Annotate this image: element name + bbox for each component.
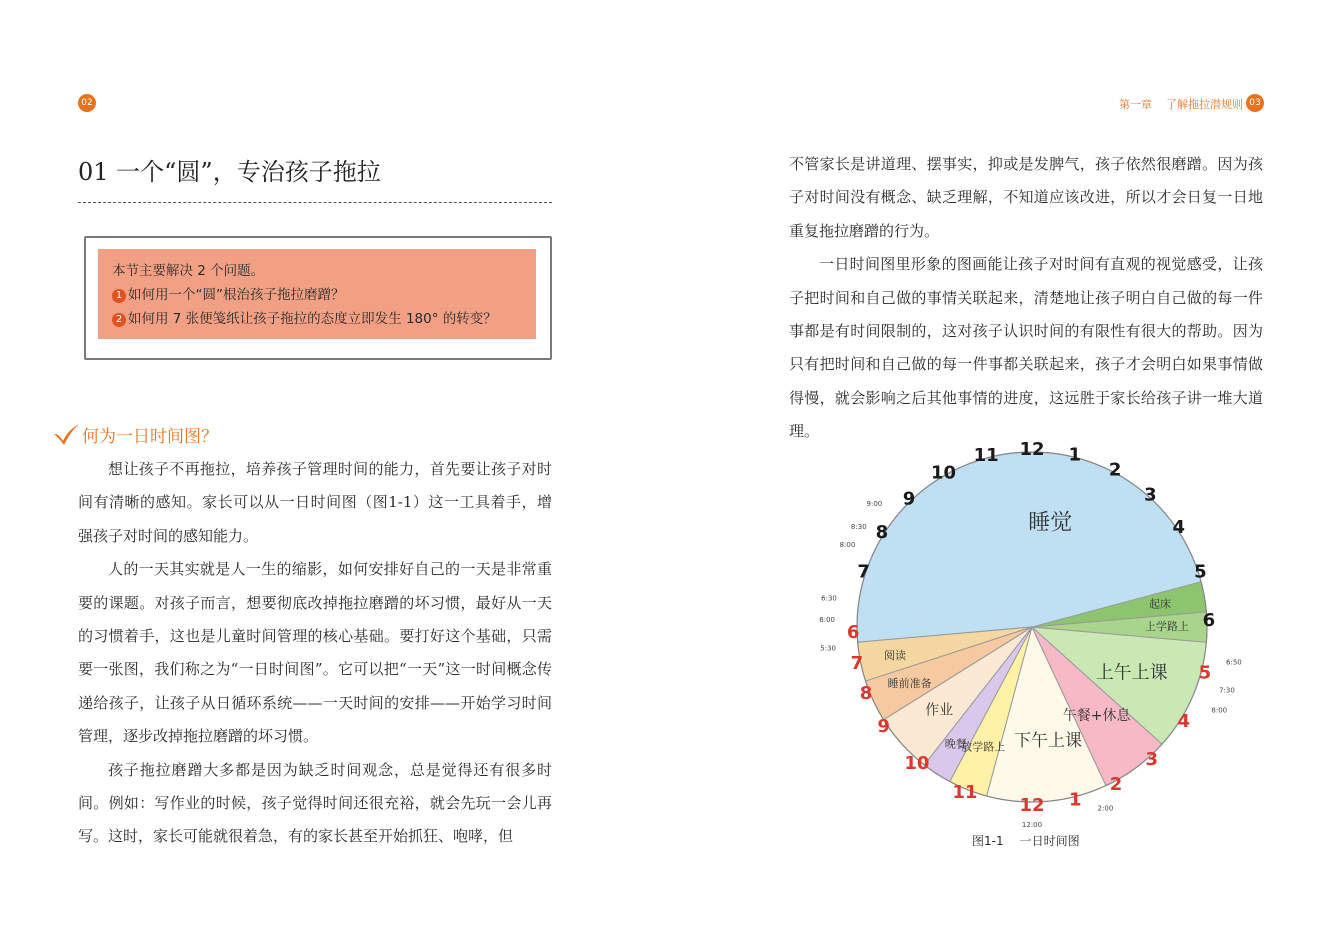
hour-number-day: 11	[952, 781, 978, 803]
activity-label: 起床	[1149, 597, 1172, 611]
right-body-text	[789, 148, 1263, 449]
hour-number-night: 7	[857, 561, 870, 583]
figure-caption	[972, 832, 1080, 849]
left-body-text	[78, 453, 552, 854]
small-time-label: 6:30	[821, 594, 837, 603]
hour-number-night: 3	[1144, 484, 1157, 506]
summary-item-text: 如何用一个“圆”根治孩子拖拉磨蹭？	[128, 287, 345, 303]
figure-number: 图1-1	[972, 834, 1004, 848]
figure-caption-text: 一日时间图	[1019, 834, 1080, 848]
small-time-label: 2:00	[1097, 804, 1114, 813]
activity-label: 睡前准备	[887, 677, 932, 691]
chapter-label: 第一章	[1119, 98, 1152, 111]
activity-label: 上午上课	[1095, 662, 1168, 684]
activity-label: 阅读	[884, 649, 907, 663]
small-time-label: 6:50	[1226, 658, 1242, 667]
small-time-label: 8:30	[850, 523, 867, 531]
hour-number-day: 4	[1177, 710, 1191, 732]
hour-number-day: 5	[1198, 662, 1212, 684]
small-time-label: 5:30	[820, 644, 836, 653]
activity-label: 晚餐	[944, 737, 967, 751]
hour-number-night: 5	[1194, 561, 1207, 583]
activity-label: 作业	[925, 702, 954, 719]
paragraph: 一日时间图里形象的图画能让孩子对时间有直观的视觉感受，让孩子把时间和自己做的事情关联起来，清楚地让孩子明白自己做的每一件事都是有时间限制的，这对孩子认识时间的有限性有很大的帮助。因为只有把时间和自己做的每一件事都关联起来，孩子才会明白如果事情做得慢，就会影响之后其他事情的进度，这远胜于家长给孩子讲一堆大道理。	[789, 255, 1263, 441]
hour-number-night: 4	[1172, 517, 1186, 539]
activity-label: 下午上课	[1014, 730, 1083, 751]
hour-number-night: 2	[1108, 459, 1122, 481]
title-divider	[78, 202, 552, 203]
hour-number-night: 12	[1019, 439, 1045, 460]
summary-item	[112, 307, 522, 331]
summary-item	[112, 283, 522, 307]
paragraph: 人的一天其实就是人一生的缩影，如何安排好自己的一天是非常重要的课题。对孩子而言，想要彻底改掉拖拉磨蹭的坏习惯，最好从一天的习惯着手，这也是儿童时间管理的核心基础。要打好这个基础，只需要一张图，我们称之为“一日时间图”。它可以把“一天”这一时间概念传递给孩子，让孩子从日循环系统——一天时间的安排——开始学习时间管理，逐步改掉拖拉磨蹭的坏习惯。	[78, 560, 552, 746]
number-one-badge: 1	[112, 289, 126, 303]
hour-number-day: 10	[904, 753, 930, 775]
hour-number-day: 3	[1145, 749, 1159, 771]
subheading-text: 何为一日时间图？	[82, 426, 218, 447]
hour-number-night: 10	[930, 462, 957, 484]
hour-number-night: 6	[1202, 609, 1216, 631]
hour-number-night: 1	[1068, 444, 1082, 466]
small-time-label: 7:30	[1219, 686, 1235, 695]
hour-number-day: 7	[850, 653, 864, 675]
hour-number-day: 12	[1019, 795, 1045, 816]
activity-label: 上学路上	[1145, 620, 1189, 633]
summary-item-text: 如何用 7 张便笺纸让孩子拖拉的态度立即发生 180° 的转变？	[128, 311, 497, 327]
summary-intro: 本节主要解决 2 个问题。	[112, 263, 265, 279]
number-two-badge: 2	[112, 313, 126, 327]
daily-time-chart	[819, 439, 1242, 830]
activity-label: 午餐+休息	[1062, 707, 1131, 724]
small-time-label: 12:00	[1021, 821, 1043, 829]
checkmark-icon	[52, 422, 80, 446]
hour-number-day: 9	[877, 716, 890, 738]
paragraph: 不管家长是讲道理、摆事实，抑或是发脾气，孩子依然很磨蹭。因为孩子对时间没有概念、缺乏理解，不知道应该改进，所以才会日复一日地重复拖拉磨蹭的行为。	[789, 155, 1263, 240]
left-page-number: 02	[78, 94, 96, 112]
activity-label: 放学路上	[961, 740, 1006, 754]
paragraph: 想让孩子不再拖拉，培养孩子管理时间的能力，首先要让孩子对时间有清晰的感知。家长可以从一日时间图（图1-1）这一工具着手，增强孩子对时间的感知能力。	[78, 460, 552, 545]
chapter-title: 了解拖拉潜规则	[1166, 98, 1243, 111]
paragraph: 孩子拖拉磨蹭大多都是因为缺乏时间观念，总是觉得还有很多时间。例如：写作业的时候，孩子觉得时间还很充裕，就会先玩一会儿再写。这时，家长可能就很着急，有的家长甚至开始抓狂、咆哮，但	[78, 760, 552, 846]
hour-number-day: 6	[846, 622, 860, 644]
small-time-label: 9:00	[866, 499, 883, 508]
hour-number-night: 8	[875, 522, 889, 544]
small-time-label: 8:00	[839, 540, 856, 549]
small-time-label: 8:00	[1211, 706, 1228, 715]
hour-number-day: 2	[1109, 774, 1123, 796]
activity-label: 睡觉	[1028, 510, 1073, 536]
summary-box	[98, 249, 536, 339]
subheading	[52, 420, 218, 448]
hour-number-day: 1	[1069, 789, 1082, 811]
small-time-label: 6:00	[819, 615, 835, 624]
hour-number-night: 11	[973, 445, 999, 467]
right-page-number: 03	[1246, 94, 1264, 112]
hour-number-day: 8	[859, 683, 873, 705]
hour-number-night: 9	[902, 488, 916, 510]
section-title: 01 一个“圆”，专治孩子拖拉	[78, 158, 381, 186]
running-head	[1105, 96, 1243, 112]
